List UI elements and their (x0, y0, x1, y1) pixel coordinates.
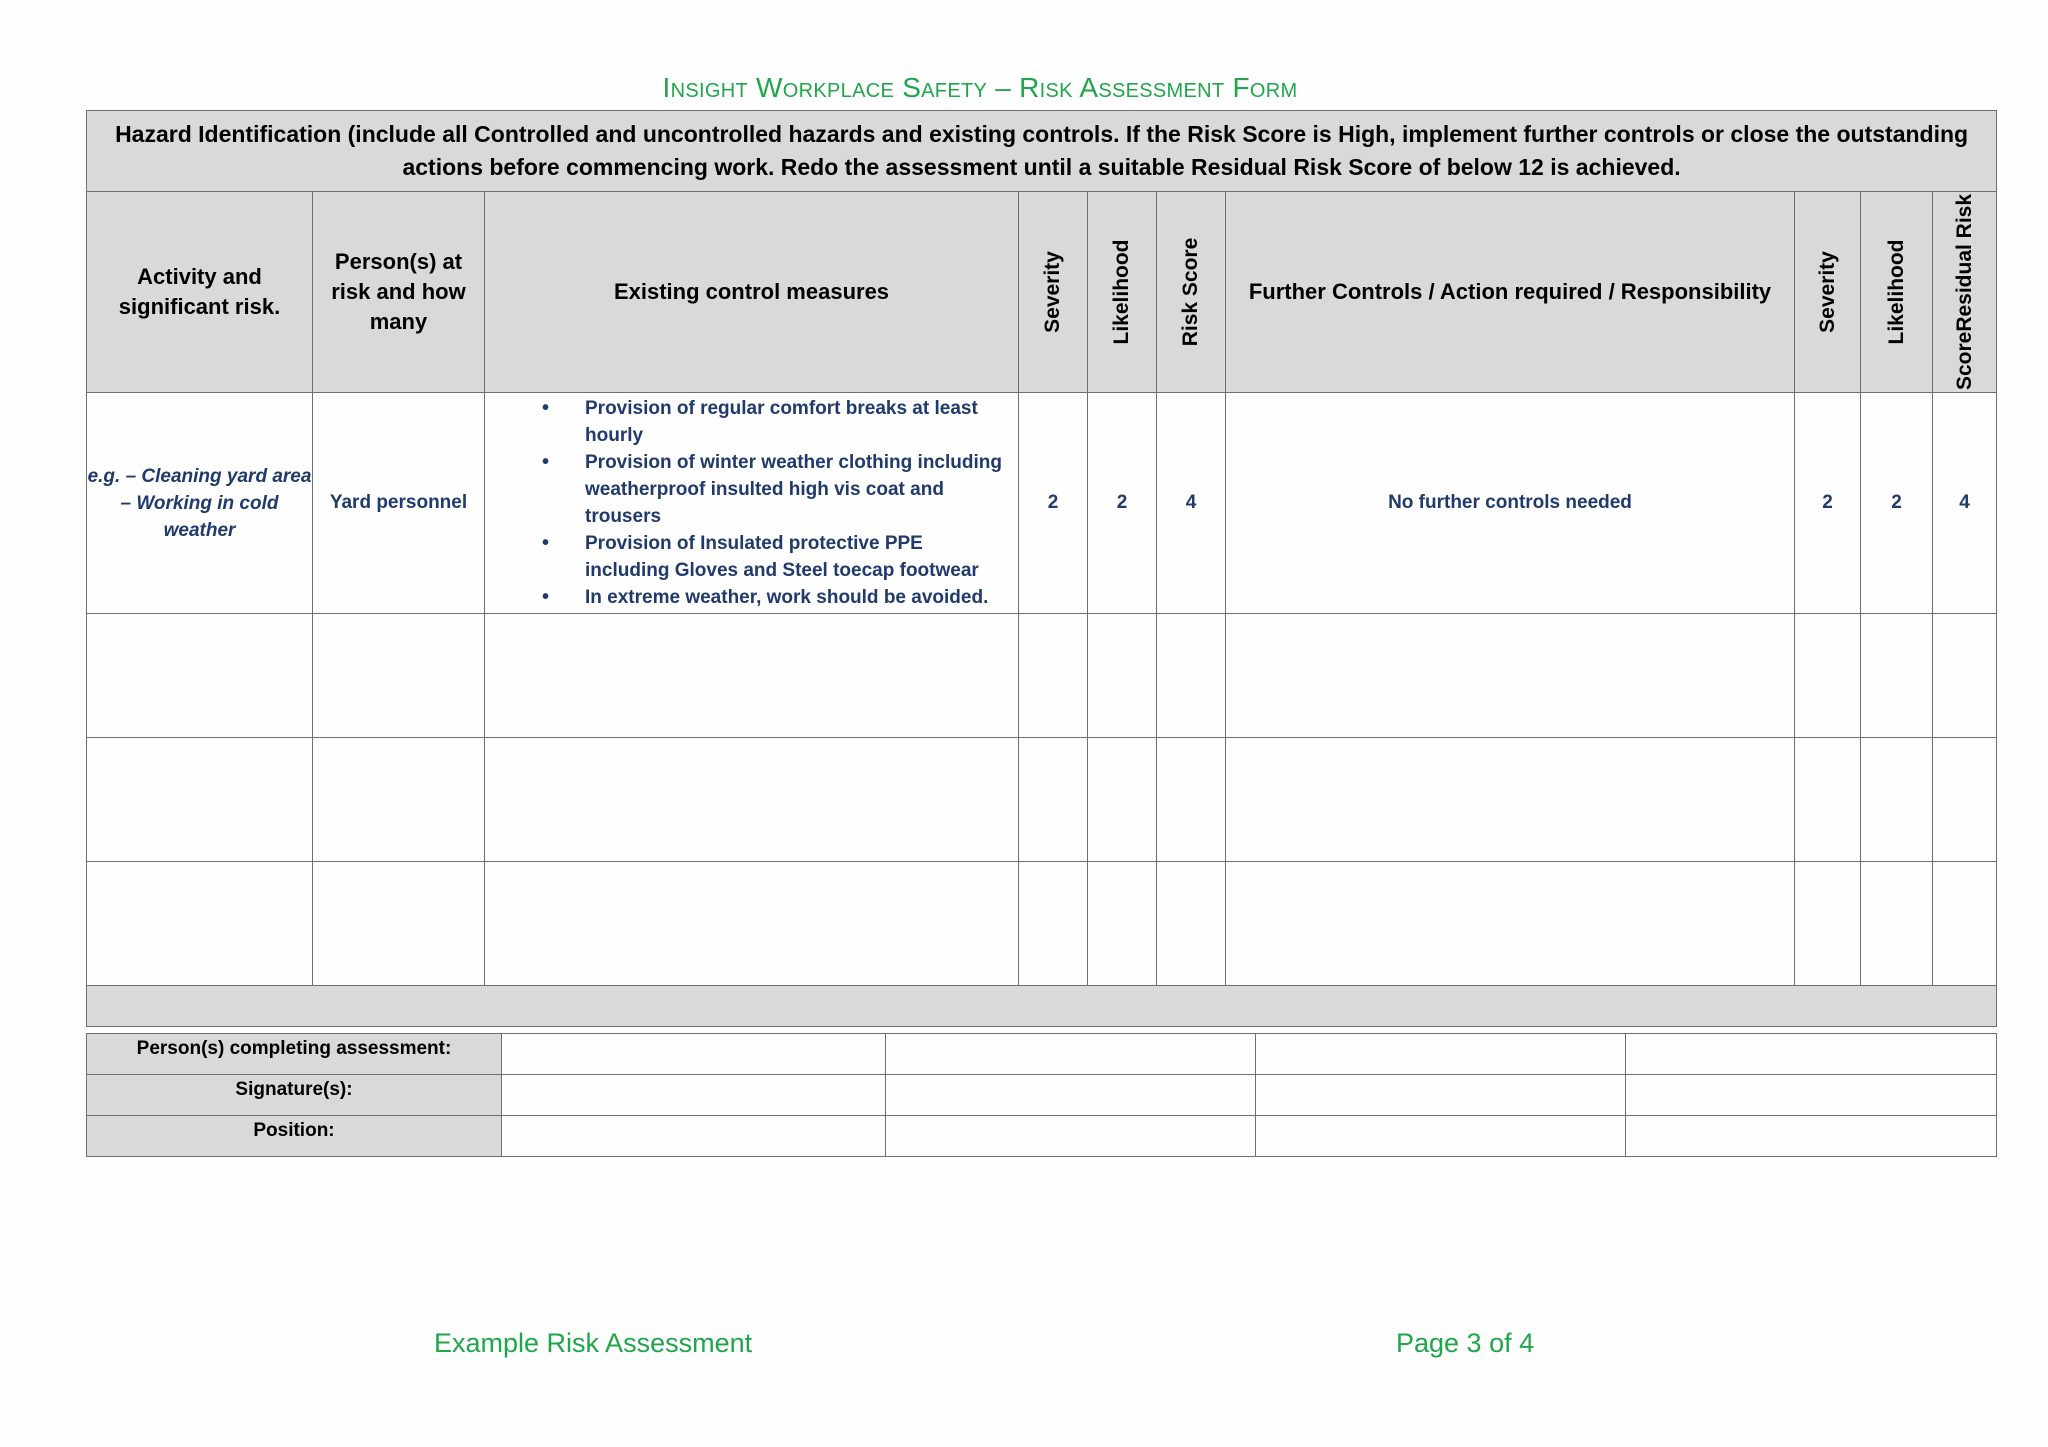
empty-cell[interactable] (1795, 862, 1861, 986)
empty-cell[interactable] (1226, 738, 1795, 862)
header-residual-likelihood: Likelihood (1861, 192, 1933, 393)
signature-label: Signature(s): (87, 1075, 502, 1116)
position-field[interactable] (1256, 1116, 1626, 1157)
position-label: Position: (87, 1116, 502, 1157)
persons-completing-field[interactable] (886, 1034, 1256, 1075)
table-row (87, 738, 1997, 862)
example-activity: e.g. – Cleaning yard area – Working in cold weather (87, 393, 313, 614)
empty-cell[interactable] (1088, 614, 1157, 738)
empty-cell[interactable] (485, 738, 1019, 862)
empty-cell[interactable] (1861, 862, 1933, 986)
persons-completing-field[interactable] (1626, 1034, 1997, 1075)
empty-cell[interactable] (87, 738, 313, 862)
empty-cell[interactable] (1226, 862, 1795, 986)
header-existing-controls: Existing control measures (485, 192, 1019, 393)
table-row (87, 614, 1997, 738)
header-severity: Severity (1019, 192, 1088, 393)
empty-cell[interactable] (1019, 614, 1088, 738)
header-further-controls: Further Controls / Action required / Responsibility (1226, 192, 1795, 393)
position-field[interactable] (502, 1116, 886, 1157)
hazard-identification-banner: Hazard Identification (include all Controlled and uncontrolled hazards and existing controls. If the Risk Score is High, implement further controls or close the outstanding actions before commencing work. Redo the assessment until a suitable Residual Risk Score of below 12 is achieved. (87, 111, 1997, 192)
measure-item: • Provision of Insulated protective PPE including Gloves and Steel toecap footwear (585, 530, 1008, 584)
empty-cell[interactable] (1933, 862, 1997, 986)
empty-cell[interactable] (485, 862, 1019, 986)
header-residual-risk-score: ScoreResidual Risk (1933, 192, 1997, 393)
separator-row (87, 986, 1997, 1027)
example-persons: Yard personnel (313, 393, 485, 614)
example-further-controls: No further controls needed (1226, 393, 1795, 614)
measures-list (485, 395, 1018, 611)
empty-cell[interactable] (1088, 738, 1157, 862)
sign-off-table (86, 1033, 1997, 1157)
empty-cell[interactable] (1088, 862, 1157, 986)
empty-cell[interactable] (1019, 738, 1088, 862)
empty-cell[interactable] (485, 614, 1019, 738)
signature-field[interactable] (1256, 1075, 1626, 1116)
empty-cell[interactable] (313, 738, 485, 862)
persons-completing-label: Person(s) completing assessment: (87, 1034, 502, 1075)
empty-cell[interactable] (1795, 738, 1861, 862)
example-residual-severity: 2 (1795, 393, 1861, 614)
example-likelihood: 2 (1088, 393, 1157, 614)
example-residual-score: 4 (1933, 393, 1997, 614)
signature-field[interactable] (502, 1075, 886, 1116)
empty-cell[interactable] (1861, 614, 1933, 738)
persons-completing-field[interactable] (1256, 1034, 1626, 1075)
position-field[interactable] (1626, 1116, 1997, 1157)
signature-field[interactable] (1626, 1075, 1997, 1116)
header-likelihood: Likelihood (1088, 192, 1157, 393)
empty-cell[interactable] (87, 614, 313, 738)
empty-cell[interactable] (1795, 614, 1861, 738)
empty-cell[interactable] (1933, 614, 1997, 738)
empty-cell[interactable] (1157, 862, 1226, 986)
empty-cell[interactable] (1157, 614, 1226, 738)
footer-document-name: Example Risk Assessment (434, 1328, 753, 1358)
signature-field[interactable] (886, 1075, 1256, 1116)
empty-cell[interactable] (1861, 738, 1933, 862)
header-activity: Activity and significant risk. (87, 192, 313, 393)
example-row (87, 393, 1997, 614)
example-residual-likelihood: 2 (1861, 393, 1933, 614)
empty-cell[interactable] (313, 862, 485, 986)
persons-completing-field[interactable] (502, 1034, 886, 1075)
example-severity: 2 (1019, 393, 1088, 614)
example-risk-score: 4 (1157, 393, 1226, 614)
header-residual-severity: Severity (1795, 192, 1861, 393)
measure-item: • In extreme weather, work should be avoided. (585, 584, 1008, 611)
table-row (87, 862, 1997, 986)
risk-assessment-table (86, 110, 1997, 1027)
empty-cell[interactable] (1019, 862, 1088, 986)
header-risk-score: Risk Score (1157, 192, 1226, 393)
empty-cell[interactable] (1933, 738, 1997, 862)
separator-cell (87, 986, 1997, 1027)
empty-cell[interactable] (313, 614, 485, 738)
empty-cell[interactable] (1226, 614, 1795, 738)
empty-cell[interactable] (87, 862, 313, 986)
position-field[interactable] (886, 1116, 1256, 1157)
measure-item: • Provision of regular comfort breaks at least hourly (585, 395, 1008, 449)
empty-cell[interactable] (1157, 738, 1226, 862)
footer-page-number: Page 3 of 4 (1396, 1328, 1535, 1358)
measure-item: • Provision of winter weather clothing including weatherproof insulted high vis coat and trousers (585, 449, 1008, 530)
header-persons: Person(s) at risk and how many (313, 192, 485, 393)
form-title: Insight Workplace Safety – Risk Assessment Form (662, 72, 1298, 103)
example-existing-controls (485, 393, 1019, 614)
